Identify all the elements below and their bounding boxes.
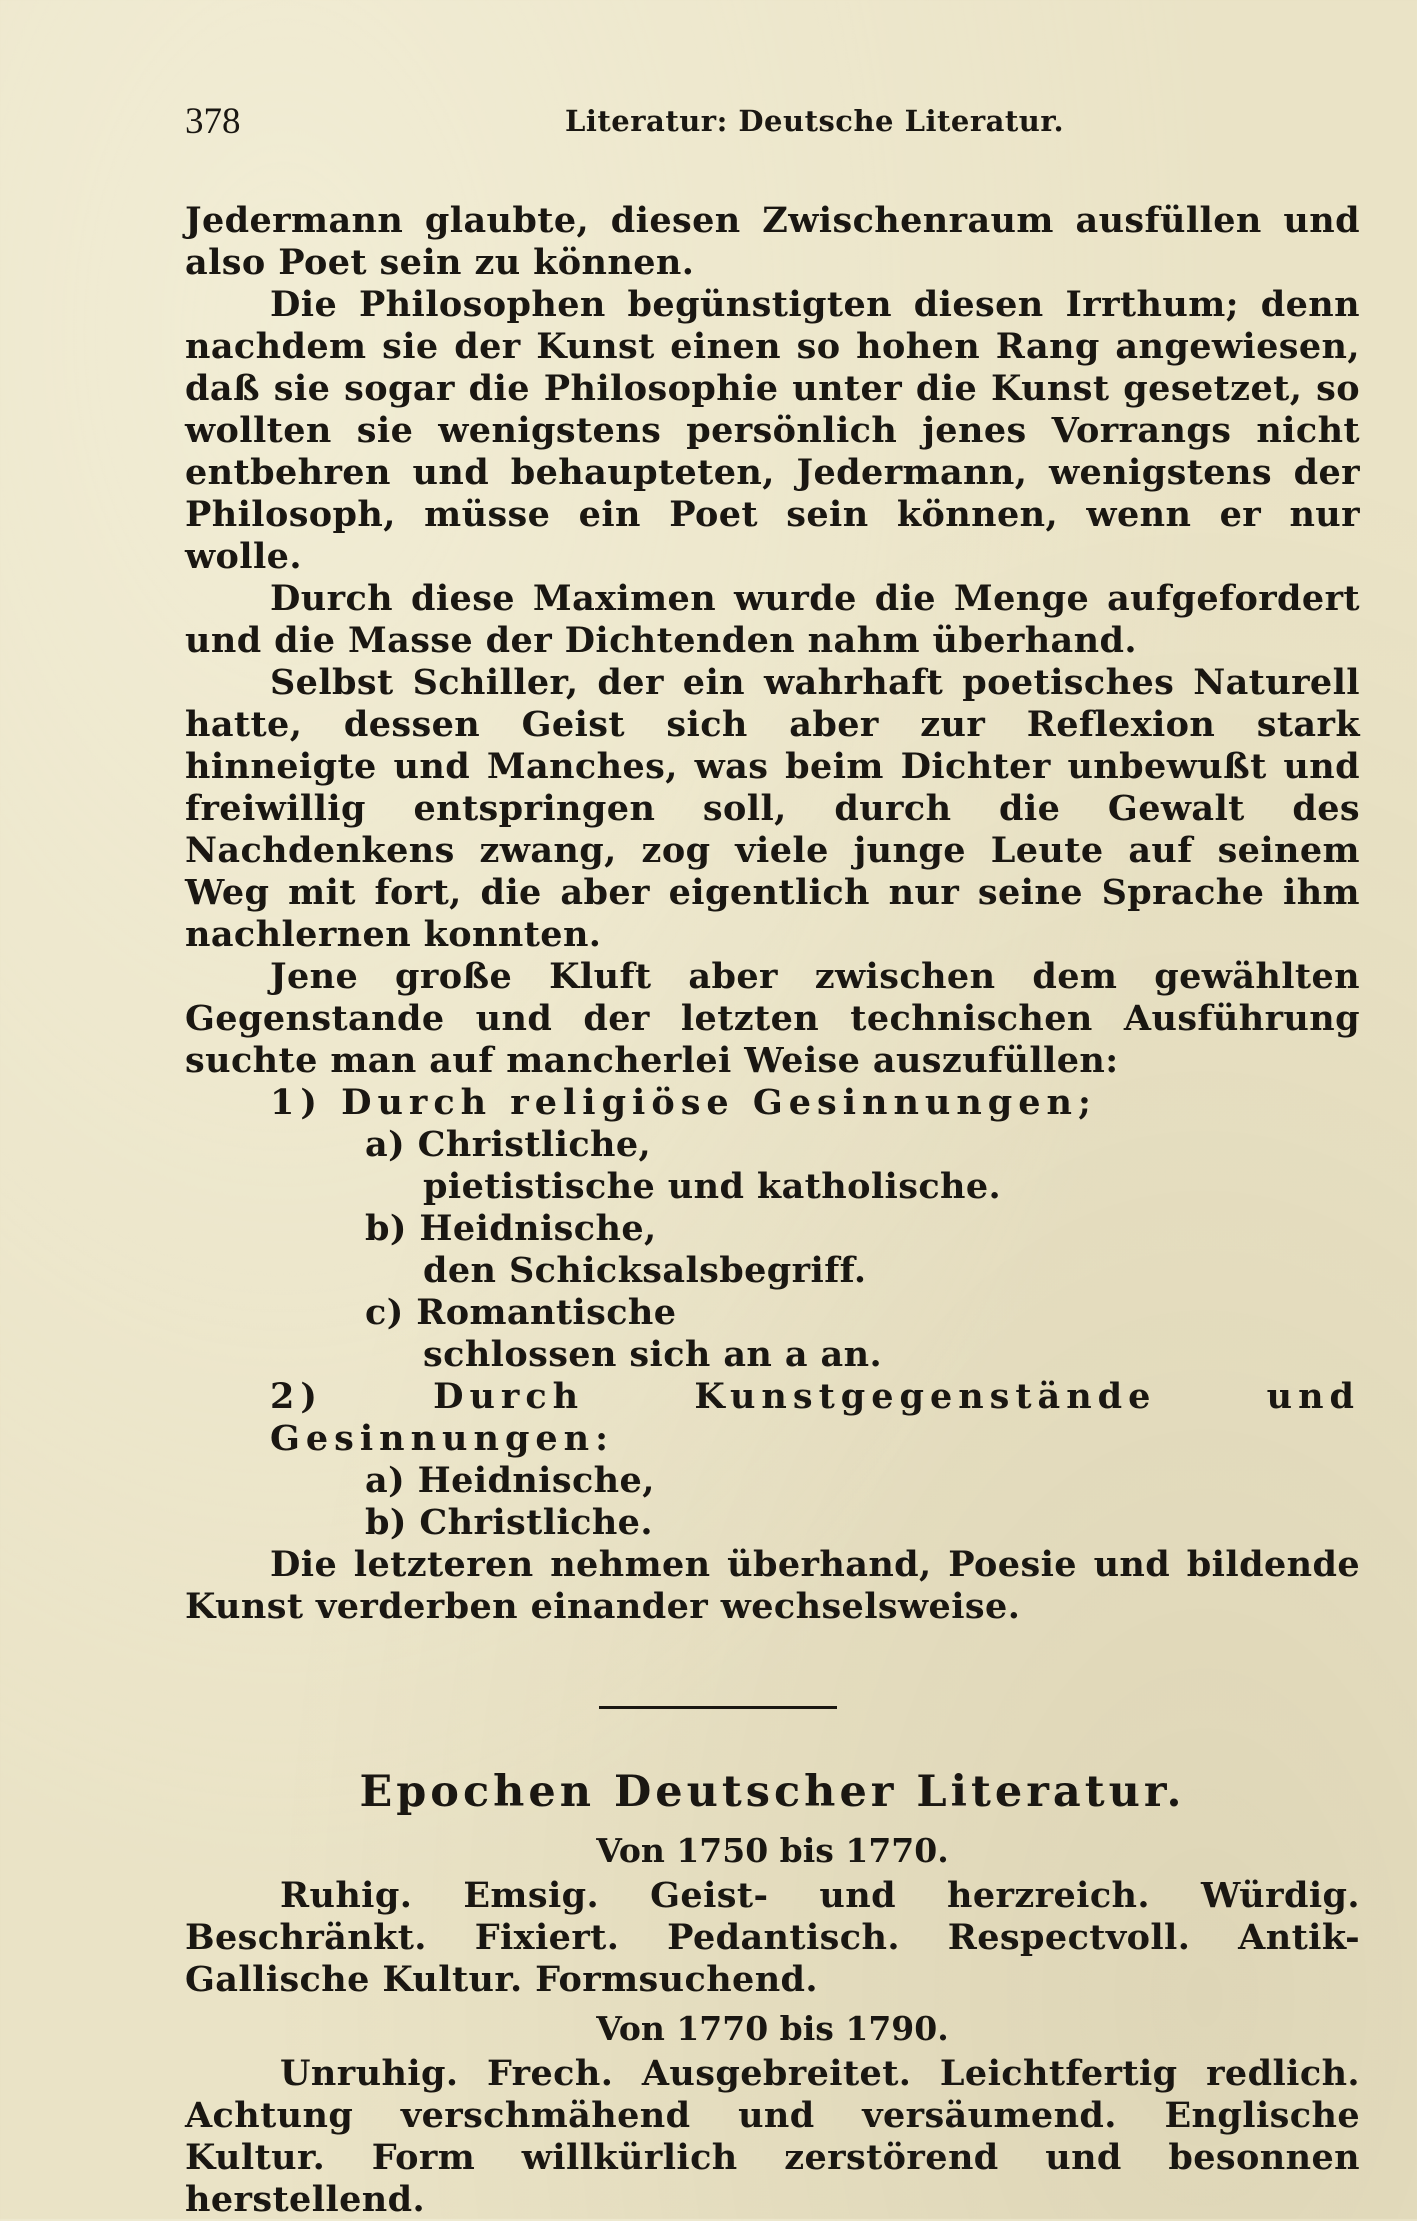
list-item-2b: b) Christliche. [365, 1502, 653, 1543]
list-item-1a-cont: pietistische und katholische. [423, 1166, 1002, 1207]
paragraph-4: Selbst Schiller, der ein wahrhaft poetisches Naturell hatte, dessen Geist sich aber zur Reflexion stark hinneigte und Manches, was beim Dichter unbewußt und freiwillig entspringen soll, durch die Gewalt des Nachdenkens zwang, zog viele junge Leute auf seinem Weg mit fort, die aber eigentlich nur seine Sprache ihm nachlernen konnten. [185, 662, 1360, 955]
list-item-2: 2) Durch Kunstgegenstände und Gesinnungen: [270, 1376, 1360, 1459]
paragraph-2: Die Philosophen begünstigten diesen Irrthum; denn nachdem sie der Kunst einen so hohen Rang angewiesen, daß sie sogar die Philosophie unter die Kunst gesetzet, so wollten sie wenigstens persönlich jenes Vorrangs nicht entbehren und behaupteten, Jedermann, wenigstens der Philosoph, müsse ein Poet sein können, wenn er nur wolle. [185, 284, 1360, 577]
page-header [185, 100, 1360, 160]
paragraph-5: Jene große Kluft aber zwischen dem gewählten Gegenstande und der letzten technischen Ausführung suchte man auf mancherlei Weise auszufüllen: [185, 956, 1360, 1081]
epoch-1-heading: Von 1750 bis 1770. [596, 1831, 949, 1870]
list-item-1c-cont: schlossen sich an a an. [423, 1334, 883, 1375]
book-page [185, 100, 1360, 2220]
running-head: Literatur: Deutsche Literatur. [565, 104, 1065, 138]
list-item-1a: a) Christliche, [365, 1124, 652, 1165]
body-text [185, 200, 1360, 1628]
list-item-1b: b) Heidnische, [365, 1208, 657, 1249]
epoch-2-text: Unruhig. Frech. Ausgebreitet. Leichtfertig redlich. Achtung verschmähend und versäumend. Englische Kultur. Form willkürlich zerstörend und besonnen herstellend. [185, 2053, 1360, 2220]
paragraph-1: Jedermann glaubte, diesen Zwischenraum ausfüllen und also Poet sein zu können. [185, 200, 1360, 283]
list-item-2a: a) Heidnische, [365, 1460, 655, 1501]
section-title: Epochen Deutscher Literatur. [359, 1767, 1186, 1817]
list-item-1c: c) Romantische [365, 1292, 677, 1333]
page-number: 378 [185, 101, 241, 142]
section-divider [599, 1706, 837, 1709]
epoch-1-text: Ruhig. Emsig. Geist- und herzreich. Würdig. Beschränkt. Fixiert. Pedantisch. Respectvoll. Antik-Gallische Kultur. Formsuchend. [185, 1875, 1360, 2000]
list-item-1b-cont: den Schicksalsbegriff. [423, 1250, 867, 1291]
paragraph-3: Durch diese Maximen wurde die Menge aufgefordert und die Masse der Dichtenden nahm überhand. [185, 578, 1360, 661]
epoch-2-heading: Von 1770 bis 1790. [596, 2009, 949, 2048]
paragraph-6: Die letzteren nehmen überhand, Poesie und bildende Kunst verderben einander wechselsweise. [185, 1544, 1360, 1627]
list-item-1: 1) Durch religiöse Gesinnungen; [270, 1082, 1097, 1123]
